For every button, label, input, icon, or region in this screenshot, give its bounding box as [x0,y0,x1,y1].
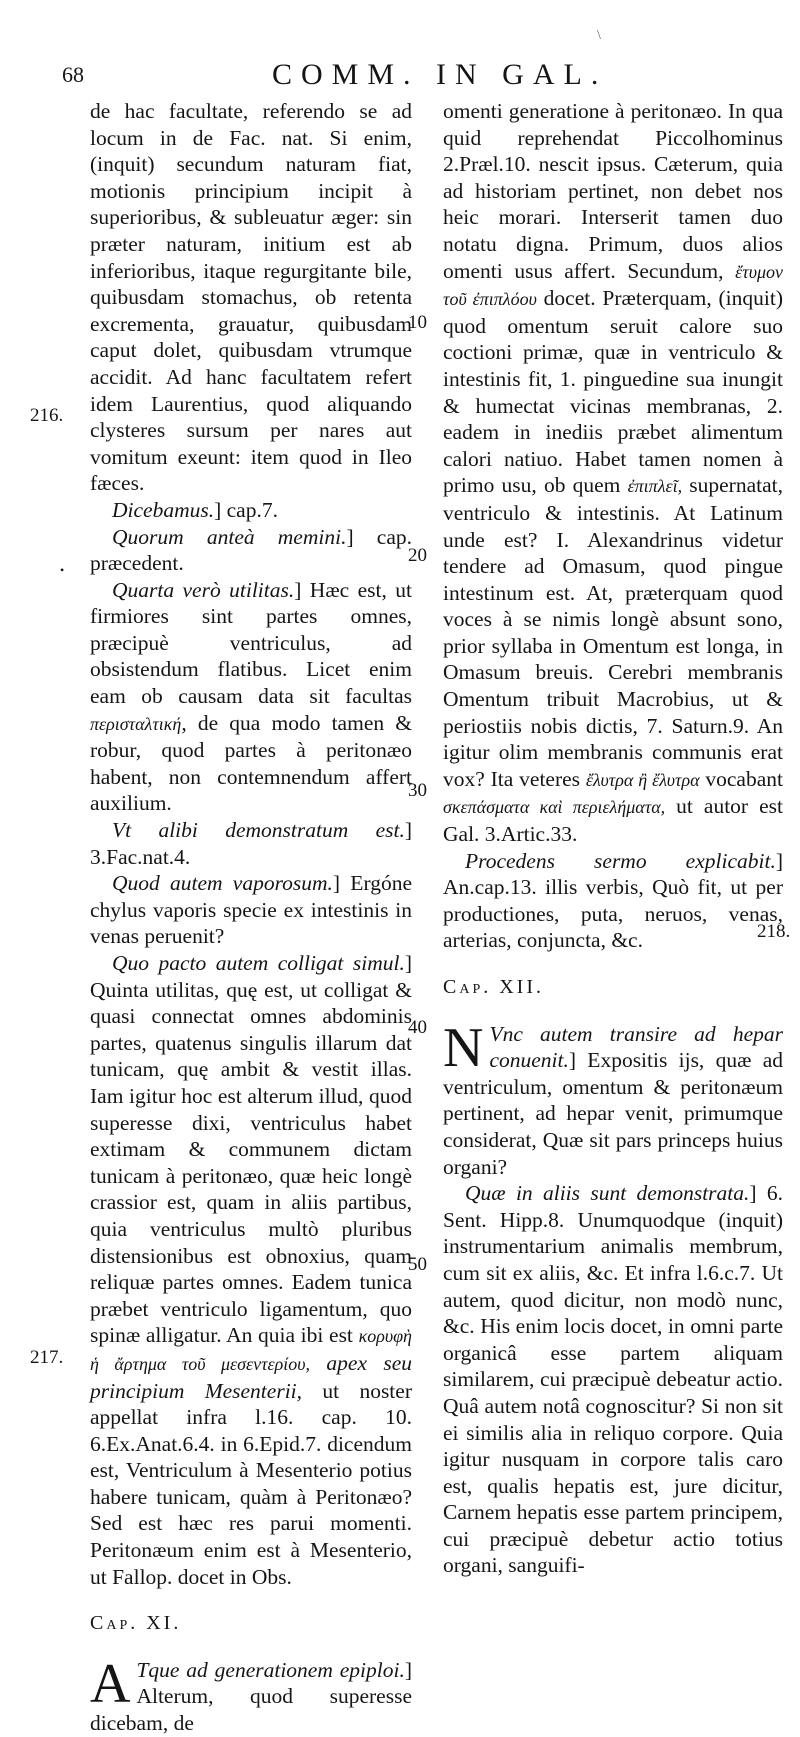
paragraph-omenti [443,98,783,848]
paragraph-text: ] 3.Fac.nat.4. [90,818,412,869]
paragraph-text: ] An.cap.13. illis verbis, Quò fit, ut per productiones, puta, neruos, venas, arterias, conjuncta, &c. [443,848,783,953]
page-mark: \ [597,28,601,43]
paragraph-text: ] Ergóne chylus vaporis specie ex intestinis in venas peruenit? [90,871,413,949]
lemma: Dicebamus. [112,497,215,522]
paragraph-text: ] cap.7. [214,497,278,522]
left-column [90,98,412,1737]
paragraph-vt-alibi [90,817,412,870]
paragraph-text: supernatat, ventriculo & intestinis. At Latinum unde est? I. Alexandrinus videtur tendere ad Omasum, quod pingue intestinum est. At, præterquam quod voces à se nimis longè absunt sono, prior syllaba in Omentum est longa, in Omasum breuis. Cerebri membranis Omentum tribuit Macrobius, ut & periostiis nobis dictis, 7. Saturn.9. An igitur olim membranis communis erat vox? Ita veteres [443,473,783,791]
page-number: 68 [62,62,84,87]
greek-word: περισταλτική [90,713,182,734]
lemma: Quæ in aliis sunt demonstrata. [465,1181,750,1206]
chapter-title: Cap. XII. [443,976,544,998]
running-title: COMM. IN GAL. [272,58,608,91]
margin-note-217: 217. [30,1347,64,1368]
paragraph-text: ] Alterum, quod superesse dicebam, de [90,1657,412,1736]
line-number-10: 10 [408,312,427,333]
margin-bullet: • [60,563,65,577]
paragraph-text: ut noster appellat infra l.16. cap. 10. 6.Ex.Anat.6.4. in 6.Epid.7. dicendum est, Ventriculum à Mesenterio potius habere tunicam, quàm à Peritonæo? Sed est hæc res parui momenti. Peritonæum enim est à Mesenterio, ut Fallop. docet in Obs. [90,1378,412,1589]
paragraph-text: ] cap. præcedent. [90,524,412,576]
line-number-20: 20 [408,545,427,566]
greek-word: σκεπάσματα καὶ περιελήματα, [443,797,666,818]
chapter-title: Cap. XI. [90,1612,182,1635]
paragraph-quod-autem [90,870,412,950]
paragraph-quarta [90,577,412,817]
paragraph-quorum [90,524,412,577]
greek-word: κορυφὴ ἡ ἄρτημα τοῦ μεσεντερίου, [90,1326,412,1374]
paragraph-nunc [443,1016,783,1181]
running-header [0,58,800,98]
paragraph-quo-pacto [90,950,412,1590]
lemma: Vnc autem transire ad hepar conuenit. [489,1021,783,1073]
paragraph-dicebamus [90,497,412,524]
paragraph-quae-in-aliis [443,1180,783,1579]
paragraph-text: ] Hæc est, ut firmiores sint partes omnes, præcipuè ventriculus, ad obsistendum flatibus. Licet enim eam ob causam data sit facultas [90,577,412,709]
greek-word: ἔτυμον τοῦ ἐπιπλόου [443,261,783,310]
line-number-30: 30 [408,780,427,801]
paragraph-1: de hac facultate, referendo se ad locum in de Fac. nat. Si enim, (inquit) secundum naturam fiat, motionis principium incipit à superioribus, & subleuatur æger: sin præter naturam, initium est ab inferioribus, itaque regurgitante bile, quibusdam stomachus, ob retenta excrementa, grauatur, quibusdam caput dolet, quibusdam vtrumque accidit. Ad hanc facultatem refert idem Laurentius, quod aliquando clysteres sursum per nares aut vomitum exeunt: item quod in Ileo fæces. [90,99,412,496]
paragraph-text: ] Expositis ijs, quæ ad ventriculum, omentum & peritonæum pertinent, ad hepar venit, primumque considerat, Quæ sit pars princeps huius organi? [443,1048,783,1179]
line-number-40: 40 [408,1017,427,1038]
margin-note-216: 216. [30,405,64,426]
paragraph-procedens [443,848,783,954]
lemma: Tque ad generationem epiploi. [136,1657,405,1682]
margin-note-218: 218. [757,921,791,942]
chapter-heading-xi [90,1610,412,1637]
greek-word: ἐπιπλεῖ, [627,476,683,497]
lemma: Quorum anteà memini. [112,524,347,549]
right-column [443,98,783,1579]
paragraph-atque [90,1652,412,1737]
paragraph-text: vocabant [699,766,783,791]
chapter-heading-xii [443,974,783,1001]
paragraph-text: omenti generatione à peritonæo. In qua quid reprehendat Piccolhominus 2.Præl.10. nescit ipsus. Cæterum, quia ad historiam pertinet, non debet nos heic morari. Interserit tamen duo notatu digna. Primum, duos alios omenti usus affert. Secundum, [443,99,783,283]
lemma: Vt alibi demonstratum est. [112,818,405,843]
paragraph-text: docet. Præterquam, (inquit) quod omentum seruit calore suo coctioni primæ, quæ in ventriculo & intestinis fit, 1. pinguedine sua inungit & humectat vicinas membranas, 2. eadem in inediis præbet alimentum calori natiuo. Habet tamen nomen à primo usu, ob quem [443,286,784,498]
greek-word: ἔλυτρα ἢ ἔλυτρα [585,769,700,790]
drop-cap: A [90,1652,131,1715]
drop-cap: N [443,1016,484,1079]
paragraph-text: , de qua modo tamen & robur, quod partes à peritonæo habent, non contemnendum affert auxilium. [90,710,412,816]
lemma: Quarta verò utilitas. [112,577,295,602]
line-number-50: 50 [408,1254,427,1275]
lemma: Quod autem vaporosum. [112,871,333,896]
paragraph-italic: apex seu principium Mesenterii, [90,1350,412,1403]
paragraph-text: ] Quinta utilitas, quę est, ut colligat & quasi connectat omnes abdominis partes, quatenus singulis illarum dat tunicam, quę ambit & vestit illas. Iam igitur hoc est alterum illud, quod superesse dixi, ventriculus habet extimam & communem dictam tunicam à peritonæo, quæ heic longè crassior est, quam in aliis partibus, quia ventriculus multò pluribus distensionibus est obnoxius, quam reliquæ partes omnes. Eadem tunica præbet ventriculo ligamentum, quo spinæ alligatur. An quia ibi est [90,951,412,1348]
lemma: Quo pacto autem colligat simul. [112,951,405,975]
paragraph-text: ] 6. Sent. Hipp.8. Unumquodque (inquit) instrumentarium animalis membrum, cum sit ex aliis, &c. Et infra l.6.c.7. Ut autem, quod dicitur, non modò nunc, &c. His enim locis docet, in omni parte organicâ esse partem aliquam similarem, cui præcipuè debeatur actio. Quâ autem notâ cognoscitur? Si non sit ei similis alia in reliquo corpore. Quia igitur nusquam in corpore talis caro est, qualis hepatis est, jure dicitur, Carnem hepatis esse partem principem, cui præcipuè debetur actio totius organi, sanguifi- [443,1181,783,1578]
paragraph-text: ut autor est Gal. 3.Artic.33. [443,794,783,847]
lemma: Procedens sermo explicabit. [465,848,776,873]
